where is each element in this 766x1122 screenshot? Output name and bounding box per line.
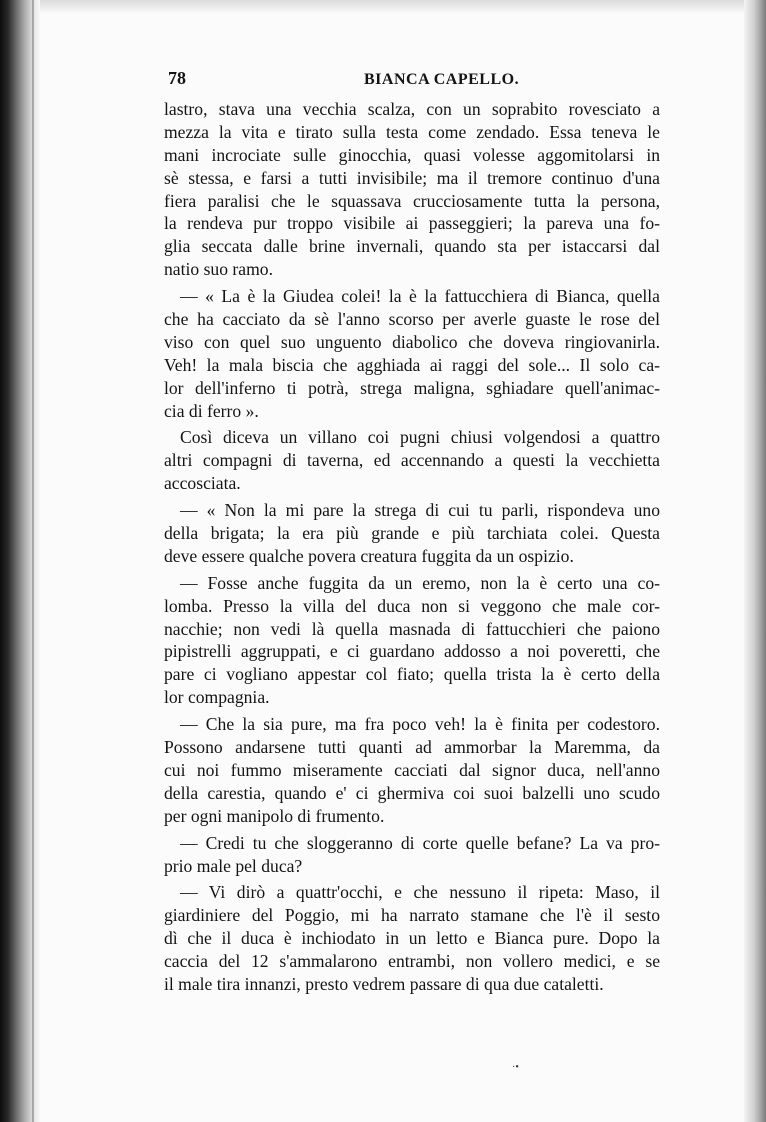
text-line: — Che la sia pure, ma fra poco veh! la è finita per codestoro.	[180, 714, 660, 735]
page-number: 78	[168, 68, 186, 88]
paragraph	[150, 713, 660, 827]
ink-speck: ·•	[512, 1062, 519, 1073]
text-line: caccia del 12 s'ammalarono entrambi, non vollero medici, e se	[164, 951, 660, 972]
text-line: giardiniere del Poggio, mi ha narrato stamane che l'è il sesto	[164, 905, 660, 926]
text-line: per ogni manipolo di frumento.	[164, 805, 385, 826]
paragraph	[150, 881, 660, 995]
running-head: BIANCA CAPELLO.	[364, 71, 520, 88]
text-line: altri compagni di taverna, ed accennando a questi la vecchietta	[164, 450, 660, 471]
text-line: glia seccata dalle brine invernali, quando sta per istaccarsi dal	[164, 236, 660, 257]
text-line: mezza la vita e tirato sulla testa come zendado. Essa teneva le	[164, 121, 660, 142]
text-line: dì che il duca è inchiodato in un letto e Bianca pure. Dopo la	[164, 928, 660, 949]
page-header	[150, 68, 660, 98]
text-line: pare ci vogliano appestar col fiato; quella trista la è certo della	[164, 664, 660, 685]
text-line: nacchie; non vedi là quella masnada di fattucchieri che paiono	[164, 618, 660, 639]
paragraph	[150, 499, 660, 568]
text-line: il male tira innanzi, presto vedrem passare di qua due cataletti.	[164, 973, 604, 994]
text-line: cia di ferro ».	[164, 400, 259, 421]
text-line: sè stessa, e farsi a tutti invisibile; ma il tremore continuo d'una	[164, 167, 660, 188]
book-binding-shadow	[0, 0, 40, 1122]
text-line: — « La è la Giudea colei! la è la fattucchiera di Bianca, quella	[180, 286, 660, 307]
text-line: Possono andarsene tutti quanti ad ammorbar la Maremma, da	[164, 737, 660, 758]
text-line: mani incrociate sulle ginocchia, quasi volesse aggomitolarsi in	[164, 144, 660, 165]
text-line: — Credi tu che sloggeranno di corte quelle befane? La va pro-	[180, 832, 660, 853]
binding-fold-line	[32, 0, 34, 1122]
text-line: della carestia, quando e' ci ghermiva coi suoi balzelli uno scudo	[164, 782, 660, 803]
paragraph	[150, 572, 660, 709]
text-line: — « Non la mi pare la strega di cui tu parli, rispondeva uno	[180, 500, 660, 521]
top-edge-shadow	[40, 0, 744, 14]
text-line: lor dell'inferno ti potrà, strega maligna, sghiadare quell'animac-	[164, 377, 660, 398]
text-line: Così diceva un villano coi pugni chiusi volgendosi a quattro	[180, 427, 660, 448]
text-line: cui noi fummo miseramente cacciati dal signor duca, nell'anno	[164, 759, 660, 780]
text-line: che ha cacciato da sè l'anno scorso per averle guaste le rose del	[164, 309, 660, 330]
text-line: accosciata.	[164, 473, 241, 494]
text-line: della brigata; la era più grande e più tarchiata colei. Questa	[164, 523, 660, 544]
page-edge-shadow	[744, 0, 766, 1122]
text-line: la rendeva pur troppo visibile ai passeggieri; la pareva una fo-	[164, 213, 660, 234]
paragraph	[150, 98, 660, 281]
page-text-block	[150, 68, 660, 996]
body-text	[150, 98, 660, 996]
text-line: lor compagnia.	[164, 687, 270, 708]
text-line: lomba. Presso la villa del duca non si veggono che male cor-	[164, 595, 660, 616]
text-line: prio male pel duca?	[164, 855, 303, 876]
paragraph	[150, 285, 660, 422]
text-line: — Vi dirò a quattr'occhi, e che nessuno il ripeta: Maso, il	[180, 882, 660, 903]
text-line: deve essere qualche povera creatura fuggita da un ospizio.	[164, 545, 574, 566]
text-line: pipistrelli aggruppati, e ci guardano addosso a noi poveretti, che	[164, 641, 660, 662]
text-line: — Fosse anche fuggita da un eremo, non la è certo una co-	[180, 572, 660, 593]
text-line: viso con quel suo unguento diabolico che doveva ringiovanirla.	[164, 331, 660, 352]
text-line: lastro, stava una vecchia scalza, con un soprabito rovesciato a	[164, 99, 660, 119]
text-line: natio suo ramo.	[164, 259, 273, 280]
text-line: Veh! la mala biscia che agghiada ai raggi del sole... Il solo ca-	[164, 354, 660, 375]
paragraph	[150, 832, 660, 878]
text-line: fiera paralisi che le squassava crucciosamente tutta la persona,	[164, 190, 660, 211]
paragraph	[150, 426, 660, 495]
